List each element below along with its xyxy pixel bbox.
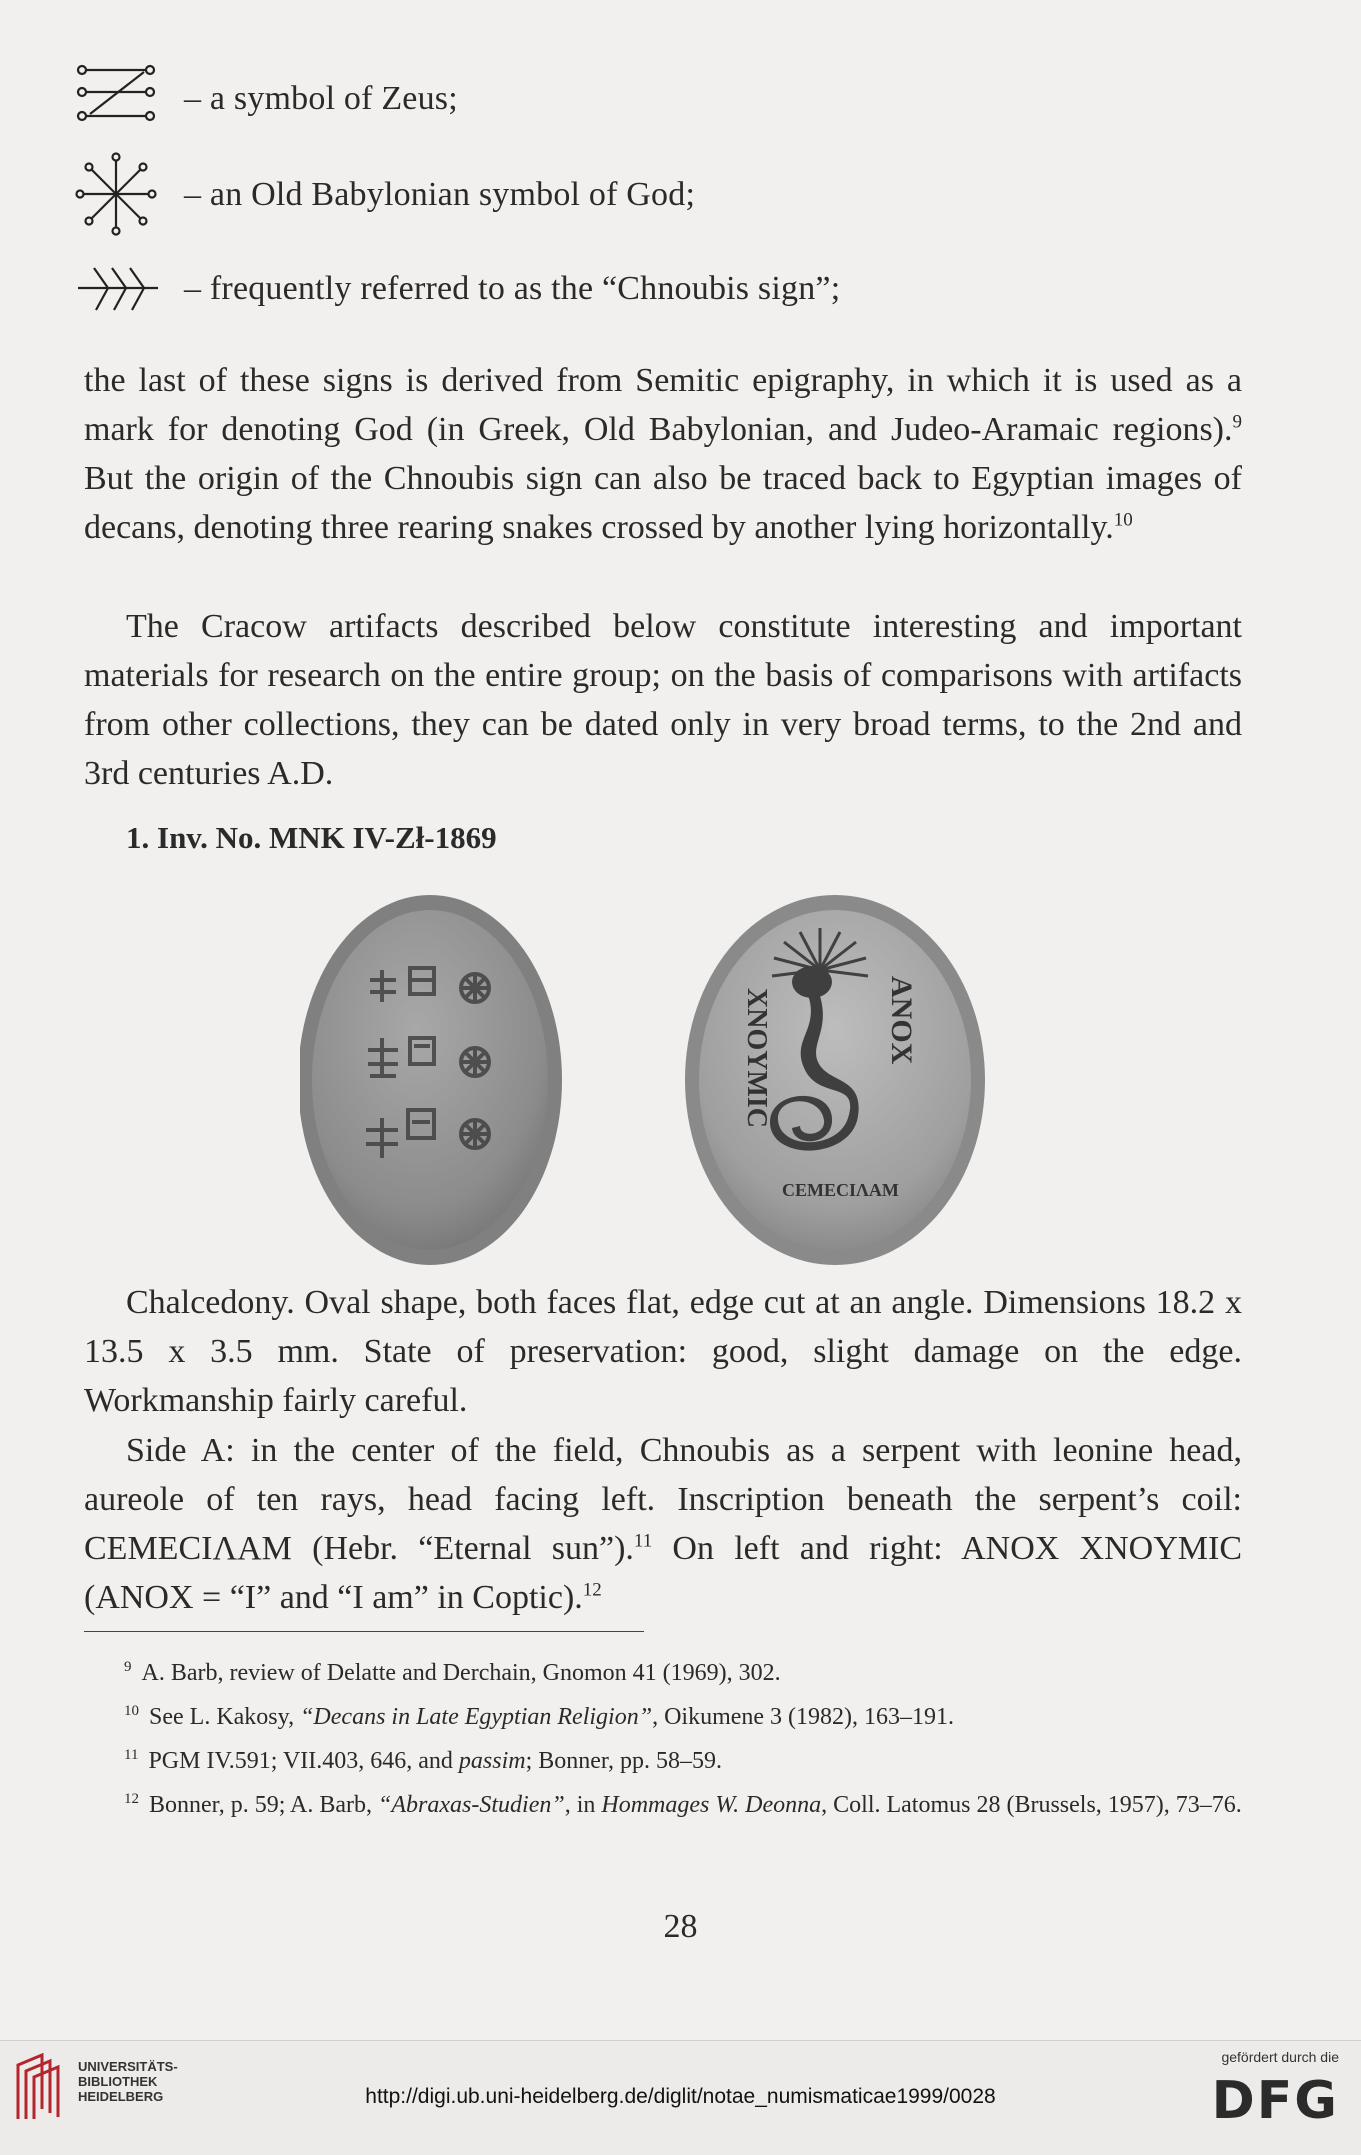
library-name-line: BIBLIOTHEK (78, 2074, 158, 2089)
footnote-ref: 12 (582, 1579, 602, 1601)
paragraph-text: Side A: in the center of the field, Chnoubis as a serpent with leonine head, aureole of ten rays, head facing left. Inscription beneath the serpent’s coil: CEMECIΛΑΜ (Hebr. “Eternal sun”). (84, 1432, 1242, 1567)
footnote (84, 1694, 1242, 1734)
symbol-description: – a symbol of Zeus; (184, 80, 458, 117)
footnotes (84, 1650, 1242, 1826)
footnote (84, 1738, 1242, 1778)
page-number: 28 (663, 1908, 698, 1945)
footnote-emphasis: passim (458, 1748, 526, 1774)
footnote-number: 12 (124, 1791, 139, 1807)
footnote (84, 1650, 1242, 1690)
chnoubis-sign-icon (74, 246, 164, 332)
body-paragraph (84, 1278, 1242, 1425)
footnote-text: Bonner, p. 59; A. Barb, (149, 1792, 379, 1818)
gem-side-a (685, 895, 985, 1265)
footnote-title: Hommages W. Deonna (601, 1792, 822, 1818)
dfg-logo: DFG (1211, 2071, 1339, 2131)
symbol-row (74, 246, 840, 332)
symbol-row (74, 152, 695, 238)
body-paragraph (84, 356, 1242, 552)
footnote (84, 1782, 1242, 1822)
footnote-text: , in (564, 1792, 602, 1818)
gem-inscription-right: ANOX (885, 976, 918, 1065)
permalink-url[interactable]: http://digi.ub.uni-heidelberg.de/diglit/notae_numismaticae1999/0028 (365, 2085, 996, 2108)
footnote-text: PGM IV.591; VII.403, 646, and (148, 1748, 459, 1774)
footnote-title: “Abraxas-Studien” (378, 1792, 565, 1818)
body-paragraph (84, 602, 1242, 798)
gem-side-b (300, 895, 562, 1265)
symbol-description: – frequently referred to as the “Chnoubis sign”; (184, 270, 841, 307)
footnote-title: “Decans in Late Egyptian Religion” (300, 1704, 653, 1730)
symbol-description: – an Old Babylonian symbol of God; (184, 176, 696, 213)
footnote-number: 10 (124, 1703, 139, 1719)
footnote-ref: 10 (1113, 509, 1133, 531)
library-name-line: HEIDELBERG (78, 2089, 164, 2104)
paragraph-text: The Cracow artifacts described below constitute interesting and important materials for research on the entire group; on the basis of comparisons with artifacts from other collections, they can be dated only in very broad terms, to the 2nd and 3rd centuries A.D. (84, 608, 1242, 792)
symbol-row (74, 56, 458, 142)
body-paragraph (84, 1426, 1242, 1622)
footnote-text: , Oikumene 3 (1982), 163–191. (652, 1704, 955, 1730)
digitization-footer (0, 2040, 1361, 2155)
gem-inscription-bottom: CEMECIΛΑΜ (782, 1180, 899, 1200)
paragraph-text: Chalcedony. Oval shape, both faces flat, edge cut at an angle. Dimensions 18.2 x 13.5 x 3.5 mm. State of preservation: good, slight damage on the edge. Workmanship fairly careful. (84, 1284, 1242, 1419)
paragraph-text: On left and right: ANOX XNOYMIC (ANOX = “I” and “I am” in Coptic). (84, 1530, 1242, 1616)
footnote-number: 11 (124, 1747, 139, 1763)
paragraph-text: the last of these signs is derived from Semitic epigraphy, in which it is used as a mark for denoting God (in Greek, Old Babylonian, and Judeo-Aramaic regions). (84, 362, 1242, 448)
paragraph-text: But the origin of the Chnoubis sign can also be traced back to Egyptian images of decans, denoting three rearing snakes crossed by another lying horizontally. (84, 460, 1242, 546)
footnote-ref: 9 (1232, 411, 1242, 433)
zeus-symbol-icon (74, 56, 164, 142)
footnote-text: ; Bonner, pp. 58–59. (525, 1748, 722, 1774)
funded-by-label: gefördert durch die (1221, 2049, 1339, 2065)
footnote-ref: 11 (633, 1530, 653, 1552)
footnote-divider (84, 1631, 644, 1632)
gem-inscription-left: XNOYMIC (741, 988, 772, 1128)
gem-photographs (300, 880, 1060, 1280)
babylonian-god-symbol-icon (74, 152, 164, 238)
catalog-heading: 1. Inv. No. MNK IV-Zł-1869 (126, 820, 497, 855)
footnote-number: 9 (124, 1659, 132, 1675)
library-name-line: UNIVERSITÄTS- (78, 2059, 178, 2074)
footnote-text: , Coll. Latomus 28 (Brussels, 1957), 73–76. (821, 1792, 1242, 1818)
footnote-text: A. Barb, review of Delatte and Derchain, Gnomon 41 (1969), 302. (141, 1660, 781, 1686)
footnote-text: See L. Kakosy, (149, 1704, 301, 1730)
